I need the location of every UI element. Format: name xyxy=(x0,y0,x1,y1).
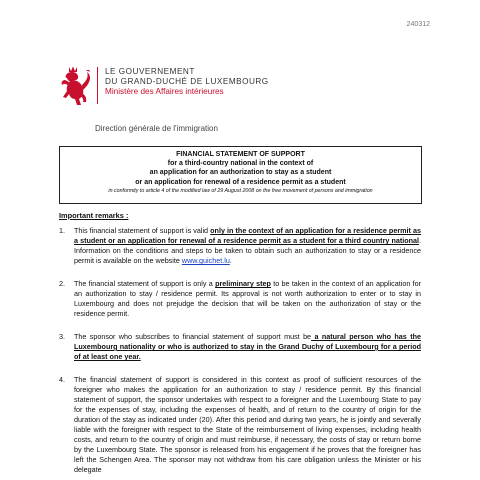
remark-emphasis: preliminary step xyxy=(215,279,271,288)
title-legal-reference: in conformity to article 4 of the modified law of 29 August 2008 on the free movement of persons and immigration xyxy=(108,187,373,194)
remark-emphasis: a natural person who has the Luxembourg nationality or who is authorized to stay in the Grand Duchy of Luxembourg for a period of at least one year. xyxy=(74,332,421,361)
remark-text-part: . Information on the conditions and steps to be taken to obtain such an authorization to stay or a residence permit is available on the website xyxy=(74,236,421,265)
title-line-2: for a third-country national in the context of xyxy=(167,160,314,168)
remark-text xyxy=(74,332,421,362)
remark-emphasis: only in the context of an application for a residence permit as a student or an application for renewal of a residence permit as a student for a third country national xyxy=(74,226,421,245)
remark-text-part: The sponsor who subscribes to financial statement of support must be xyxy=(74,332,312,341)
ministry-name: Ministère des Affaires intérieures xyxy=(105,87,224,96)
remark-number: 1. xyxy=(59,226,65,235)
remark-number: 2. xyxy=(59,279,65,288)
title-line-3: an application for an authorization to stay as a student xyxy=(149,169,332,177)
direction-name: Direction générale de l'immigration xyxy=(95,124,218,133)
remark-text-part: The financial statement of support is only a xyxy=(74,279,216,288)
government-name-line2: DU GRAND-DUCHÉ DE LUXEMBOURG xyxy=(105,77,269,86)
remark-text-part: to be taken in the context of an application for an authorization to stay / residence permit. Its approval is not worth authorization to enter or to stay in Luxembourg and does not prejudge the decision that will be taken on the authorization of stay or the residence permit. xyxy=(74,279,422,318)
remark-text: The financial statement of support is considered in this context as proof of sufficient resources of the foreigner who makes the application for an authorization to stay / residence permit. By this financial statement of support, the sponsor undertakes with respect to a foreigner and the Luxembourg State to pay for the expenses of stay, including the expenses of health, and of return to the country of origin for the duration of the stay as indicated under (20). After this period and during two years, he is jointly and severally liable with the foreigner with respect to the State of the reimbursement of living expenses, including health costs, and return to the country of origin and must reimburse, if necessary, the costs of stay or return borne by the Luxembourg State. The sponsor is released from his engagement if he proves that the foreigner has left the Schengen Area. The sponsor may not withdraw from his care obligation unless the Minister or his delegate xyxy=(74,375,421,474)
remark-item-4 xyxy=(59,375,421,475)
red-lion-icon xyxy=(60,65,92,107)
remark-number: 4. xyxy=(59,375,65,384)
remark-text xyxy=(74,226,421,266)
title-line-4: or an application for renewal of a residence permit as a student xyxy=(135,178,346,186)
remark-text-part: . xyxy=(229,256,232,265)
document-number: 240312 xyxy=(406,21,430,28)
remark-item-2 xyxy=(59,279,422,319)
government-name-line1: LE GOUVERNEMENT xyxy=(105,67,195,76)
remark-item-1 xyxy=(59,226,421,266)
title-box xyxy=(59,146,422,204)
remark-text-part: This financial statement of support is valid xyxy=(74,226,211,235)
remark-number: 3. xyxy=(59,332,65,341)
remark-text xyxy=(74,279,421,319)
title-line-1: FINANCIAL STATEMENT OF SUPPORT xyxy=(176,151,305,158)
remarks-heading: Important remarks : xyxy=(59,211,129,220)
remark-item-3 xyxy=(59,332,421,362)
logo-divider xyxy=(97,67,98,104)
guichet-link[interactable]: www.guichet.lu xyxy=(181,256,230,265)
